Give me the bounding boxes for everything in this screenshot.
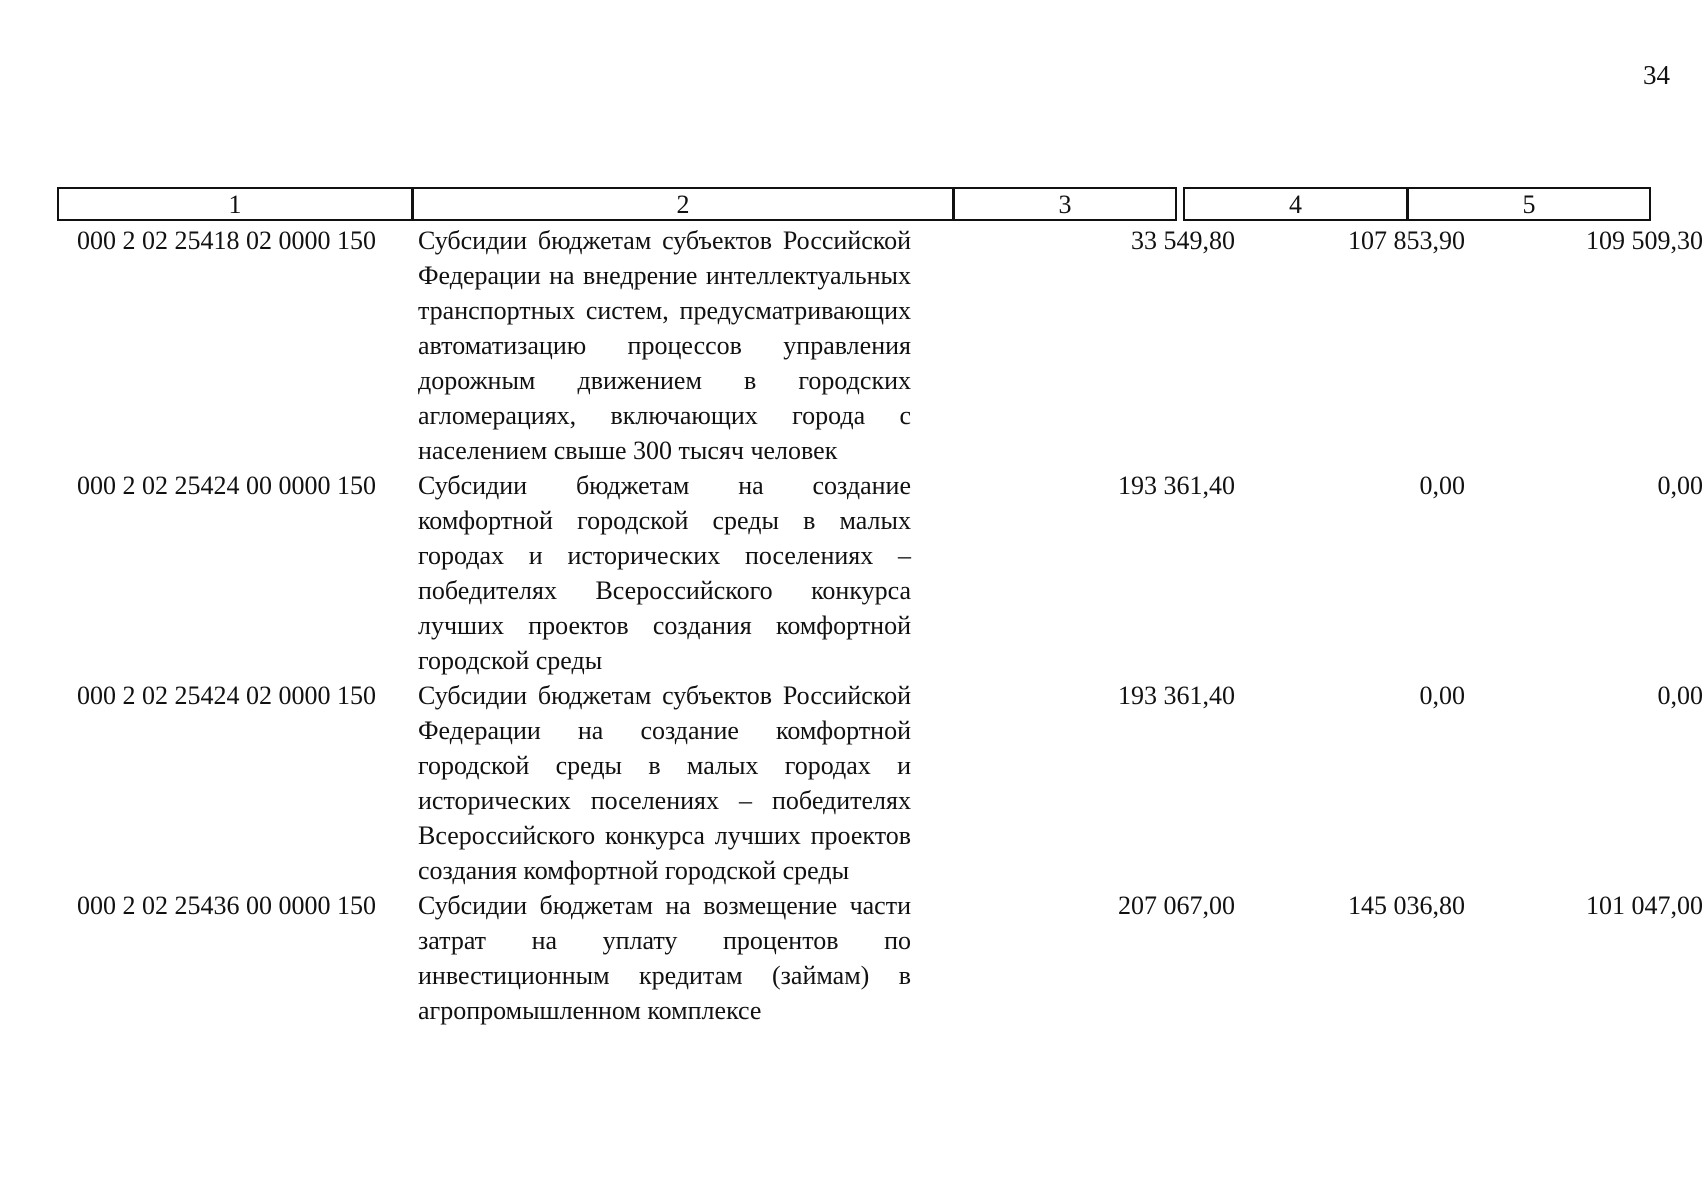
- row-description: Субсидии бюджетам субъектов Российской Федерации на внедрение интеллектуальных транспортных систем, предусматривающих автоматизацию процессов управления дорожным движением в городских агломерациях, включающих города с населением свыше 300 тысяч человек: [418, 226, 911, 465]
- value-col-4: 0,00: [1419, 681, 1465, 710]
- table-row: [57, 678, 1703, 888]
- row-description: Субсидии бюджетам на возмещение части затрат на уплату процентов по инвестиционным кредитам (займам) в агропромышленном комплексе: [418, 891, 911, 1025]
- budget-code: 000 2 02 25418 02 0000 150: [77, 226, 376, 255]
- value-col-3: 193 361,40: [1118, 681, 1235, 710]
- column-header-4: 4: [1183, 187, 1408, 221]
- value-col-4: 107 853,90: [1348, 226, 1465, 255]
- column-header-3: 3: [953, 187, 1177, 221]
- table-header: [57, 187, 1651, 221]
- value-col-4: 0,00: [1419, 471, 1465, 500]
- table-body: [57, 223, 1703, 1028]
- value-col-4: 145 036,80: [1348, 891, 1465, 920]
- budget-code: 000 2 02 25436 00 0000 150: [77, 891, 376, 920]
- table-row: [57, 223, 1703, 468]
- value-col-3: 33 549,80: [1131, 226, 1235, 255]
- budget-code: 000 2 02 25424 02 0000 150: [77, 681, 376, 710]
- row-description: Субсидии бюджетам на создание комфортной городской среды в малых городах и исторических поселениях – победителях Всероссийского конкурса лучших проектов создания комфортной городской среды: [418, 471, 911, 675]
- row-description: Субсидии бюджетам субъектов Российской Федерации на создание комфортной городской среды в малых городах и исторических поселениях – победителях Всероссийского конкурса лучших проектов создания комфортной городской среды: [418, 681, 911, 885]
- value-col-5: 109 509,30: [1586, 226, 1703, 255]
- value-col-5: 101 047,00: [1586, 891, 1703, 920]
- value-col-5: 0,00: [1657, 681, 1703, 710]
- table-row: [57, 888, 1703, 1028]
- column-header-5: 5: [1407, 187, 1651, 221]
- column-header-2: 2: [412, 187, 954, 221]
- table-row: [57, 468, 1703, 678]
- value-col-3: 207 067,00: [1118, 891, 1235, 920]
- value-col-5: 0,00: [1657, 471, 1703, 500]
- column-header-1: 1: [57, 187, 413, 221]
- budget-code: 000 2 02 25424 00 0000 150: [77, 471, 376, 500]
- page-number: 34: [1643, 60, 1670, 90]
- value-col-3: 193 361,40: [1118, 471, 1235, 500]
